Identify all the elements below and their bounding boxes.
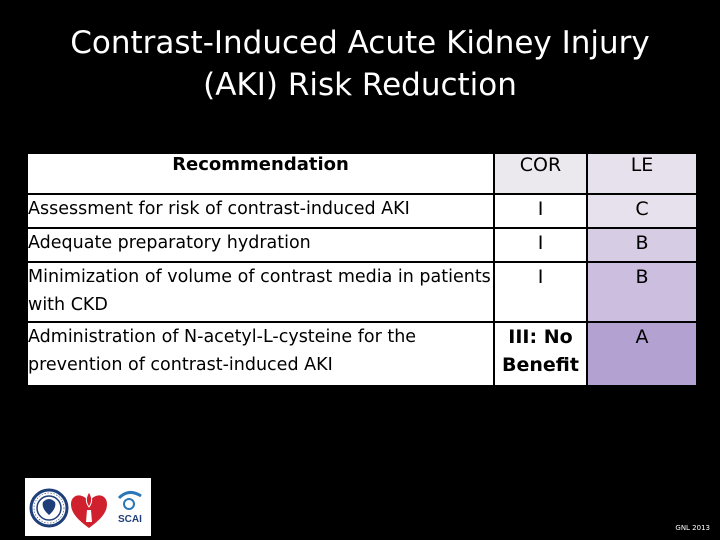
table-row: [27, 322, 697, 386]
le-cell: B: [587, 262, 697, 322]
footer-credit: GNL 2013: [675, 524, 710, 532]
header-le: LE: [587, 153, 697, 194]
cor-cell: I: [494, 228, 587, 262]
aha-heart-logo: [71, 492, 107, 528]
le-cell: A: [587, 322, 697, 386]
scai-wordmark: SCAI: [118, 514, 142, 525]
recommendation-cell: Minimization of volume of contrast media in patients with CKD: [27, 262, 494, 322]
table-row: [27, 262, 697, 322]
le-cell: B: [587, 228, 697, 262]
slide-title-line-1: Contrast-Induced Acute Kidney Injury: [70, 25, 650, 61]
acc-seal-logo: [31, 490, 67, 526]
recommendation-cell: Adequate preparatory hydration: [27, 228, 494, 262]
table-header-row: [27, 153, 697, 194]
recommendation-table: [26, 152, 698, 387]
slide-title-line-2: (AKI) Risk Reduction: [203, 67, 517, 103]
le-cell: C: [587, 194, 697, 228]
table-row: [27, 194, 697, 228]
recommendation-cell: Administration of N-acetyl-L-cysteine for the prevention of contrast-induced AKI: [27, 322, 494, 386]
header-recommendation: Recommendation: [27, 153, 494, 194]
society-logos: [25, 478, 151, 536]
cor-cell: III: No Benefit: [494, 322, 587, 386]
header-cor: COR: [494, 153, 587, 194]
table-row: [27, 228, 697, 262]
recommendation-cell: Assessment for risk of contrast-induced AKI: [27, 194, 494, 228]
cor-cell: I: [494, 194, 587, 228]
cor-cell: I: [494, 262, 587, 322]
scai-logo: [118, 492, 142, 525]
slide-title: [0, 22, 720, 106]
